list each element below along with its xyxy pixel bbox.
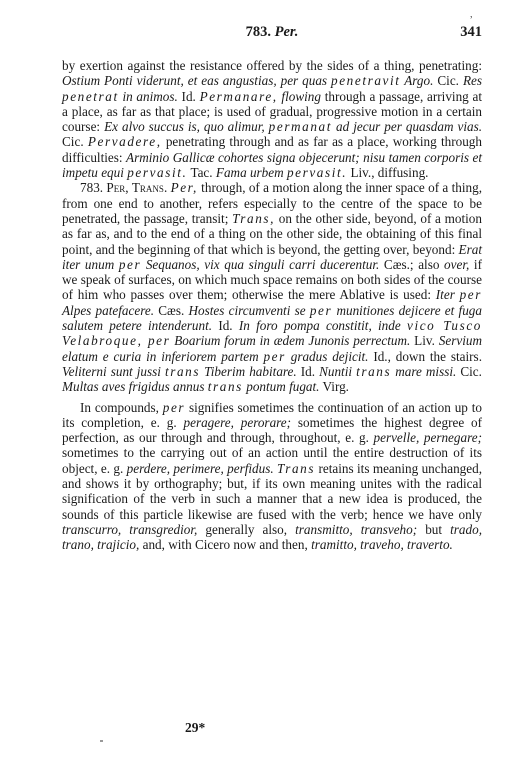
text-run: through a passage, arriving at a place, as far as that place; is used of gradual, progressive motion in a certain course: <box>62 88 483 135</box>
running-header <box>62 24 482 44</box>
latin-example: munitiones dejicere et fuga salutem petere intenderunt. <box>62 302 482 334</box>
latin-example: Tiberim habitare. <box>200 363 297 379</box>
text-run: Cæs.; also <box>379 256 445 272</box>
latin-example: mare missi. <box>391 363 457 379</box>
latin-example: tramitto, traveho, traverto. <box>311 537 453 553</box>
latin-example: peragere, perorare; <box>183 414 292 430</box>
text-run: Id. <box>177 88 200 104</box>
latin-example: transmitto, transveho; <box>295 521 418 537</box>
text-run: Tac. <box>187 165 216 181</box>
spaced-keyword: vico Tusco Velabroque, <box>62 318 482 349</box>
latin-example: gradus dejicit. <box>285 348 369 364</box>
latin-example: Nuntii <box>319 363 357 379</box>
latin-example: pontum fugat. <box>242 379 320 395</box>
spaced-keyword: Pervadere, <box>87 134 162 150</box>
text-run: . <box>163 180 171 196</box>
text-run: sometimes the highest degree of perfection, as our through and through, throughout, e. g. <box>62 414 482 446</box>
paragraph-compounds <box>62 400 482 553</box>
latin-example: pervelle, pernegare; <box>373 430 482 446</box>
latin-example: Iter <box>435 287 460 303</box>
header-word: Per. <box>274 24 299 40</box>
spaced-keyword: per <box>309 302 333 318</box>
latin-example: Multas aves frigidus annus <box>62 379 208 395</box>
latin-example: in animos. <box>118 88 178 104</box>
italic-gloss: flowing <box>277 88 321 104</box>
text-run: In compounds, <box>80 399 163 415</box>
spaced-keyword: pervasit. <box>286 165 348 181</box>
latin-example: transcurro, transgredior, <box>62 521 198 537</box>
text-run: Cic. <box>456 363 482 379</box>
text-run: but <box>417 521 451 537</box>
text-run: and, with Cicero now and then, <box>139 537 312 553</box>
italic-gloss: over, <box>444 256 470 272</box>
header-title <box>62 24 482 41</box>
text-run: Liv. <box>410 333 439 349</box>
text-run: penetrating through and as far as a place, working through difficulties: <box>62 134 482 165</box>
signature-mark: 29* <box>185 720 206 735</box>
section-heading: Trans <box>131 180 164 196</box>
header-section: 783. <box>245 24 271 40</box>
text-run: Id. <box>212 318 239 334</box>
latin-example: Argo. <box>400 73 434 89</box>
text-run: Id., down the stairs. <box>368 348 482 364</box>
spaced-keyword: per <box>162 399 186 415</box>
spaced-keyword: Permanare, <box>199 88 278 104</box>
paragraph-783 <box>62 180 482 394</box>
latin-example: Res <box>462 73 482 89</box>
spaced-keyword: trans <box>164 363 201 379</box>
latin-example: Ostium Ponti viderunt, et eas angustias, per quas <box>62 73 332 89</box>
latin-example: Alpes patefacere. <box>62 302 154 318</box>
spaced-keyword: trans <box>207 379 243 395</box>
spaced-keyword: per <box>118 256 142 272</box>
latin-example: Servium elatum e curia in inferiorem partem <box>62 333 482 364</box>
text-run: , <box>125 180 132 196</box>
page-speck <box>100 740 103 742</box>
latin-example: Boarium forum in ædem Junonis perrectum. <box>170 333 411 349</box>
spaced-keyword: per <box>142 333 171 349</box>
latin-example: Veliterni sunt jussi <box>62 363 165 379</box>
latin-example: In foro pompa constitit, inde <box>238 318 407 334</box>
spaced-keyword: Trans <box>277 460 316 476</box>
latin-example: Arminio Gallicæ cohortes signa objecerunt; nisu tamen corporis et impetu equi <box>62 149 482 181</box>
latin-example: perdere, perimere, perfidus. <box>126 460 274 476</box>
section-number: 783. <box>80 180 107 196</box>
spaced-keyword: per <box>459 287 482 303</box>
latin-example: Ex alvo succus is, quo alimur, <box>104 119 269 135</box>
text-run: generally also, <box>197 521 296 537</box>
text-run: sometimes to the carrying out of an action until the entire destruction of its object, e. g. <box>62 445 482 476</box>
section-heading: Per <box>106 180 126 196</box>
text-run: Id. <box>296 363 320 379</box>
latin-example: Sequanos, vix qua singuli carri ducerentur. <box>141 256 380 272</box>
latin-example: Fama urbem <box>215 165 287 181</box>
spaced-keyword: penetrat <box>62 88 119 104</box>
spaced-keyword: Trans, <box>232 210 276 226</box>
text-run: on the other side, beyond, of a motion as far as, and to the end of a thing on the other side, the obtaining of this final point, and the beginning of that which is beyond, the getting over, beyond: <box>62 210 482 257</box>
text-run: Cæs. <box>154 302 189 318</box>
text-run: Virg. <box>319 379 349 395</box>
latin-example: ad jecur per quasdam vias. <box>332 119 482 135</box>
text-run: if we speak of surfaces, on which much space remains on both sides of the course of him who passes over them; otherwise the mere Ablative is used: <box>62 256 482 303</box>
latin-example: Hostes circumventi se <box>188 302 310 318</box>
latin-example: Erat iter unum <box>62 241 482 272</box>
paragraph-continued <box>62 58 482 180</box>
text-run: Liv., diffusing. <box>347 165 429 181</box>
page-body <box>62 58 482 553</box>
latin-example: trado, trano, trajicio, <box>62 521 483 553</box>
spaced-keyword: trans <box>356 363 392 379</box>
spaced-keyword: per <box>263 348 286 364</box>
page-number: 341 <box>460 24 482 40</box>
margin-mark: ’ <box>469 14 473 26</box>
spaced-keyword: penetravit <box>331 73 401 89</box>
text-run: Cic. <box>62 134 88 150</box>
spaced-keyword: permanat <box>268 119 333 135</box>
spaced-keyword: Per, <box>170 180 198 196</box>
text-run: by exertion against the resistance offered by the sides of a thing, penetrating: <box>62 58 482 73</box>
spaced-keyword: pervasit. <box>127 165 188 181</box>
text-run: through, of a motion along the inner space of a thing, from one end to another, refers especially to the centre of the space to be penetrated, the passage, transit; <box>62 180 483 226</box>
text-run: signifies sometimes the continuation of an action up to its completion, e. g. <box>62 399 482 430</box>
text-run: Cic. <box>433 73 463 89</box>
text-run: retains its meaning unchanged, and shows it by orthography; but, if its own meaning unites with the radical signification of the verb in such a manner that a new idea is produced, the sounds of this particle likewise are fused with the verb; hence we have only <box>62 460 483 522</box>
